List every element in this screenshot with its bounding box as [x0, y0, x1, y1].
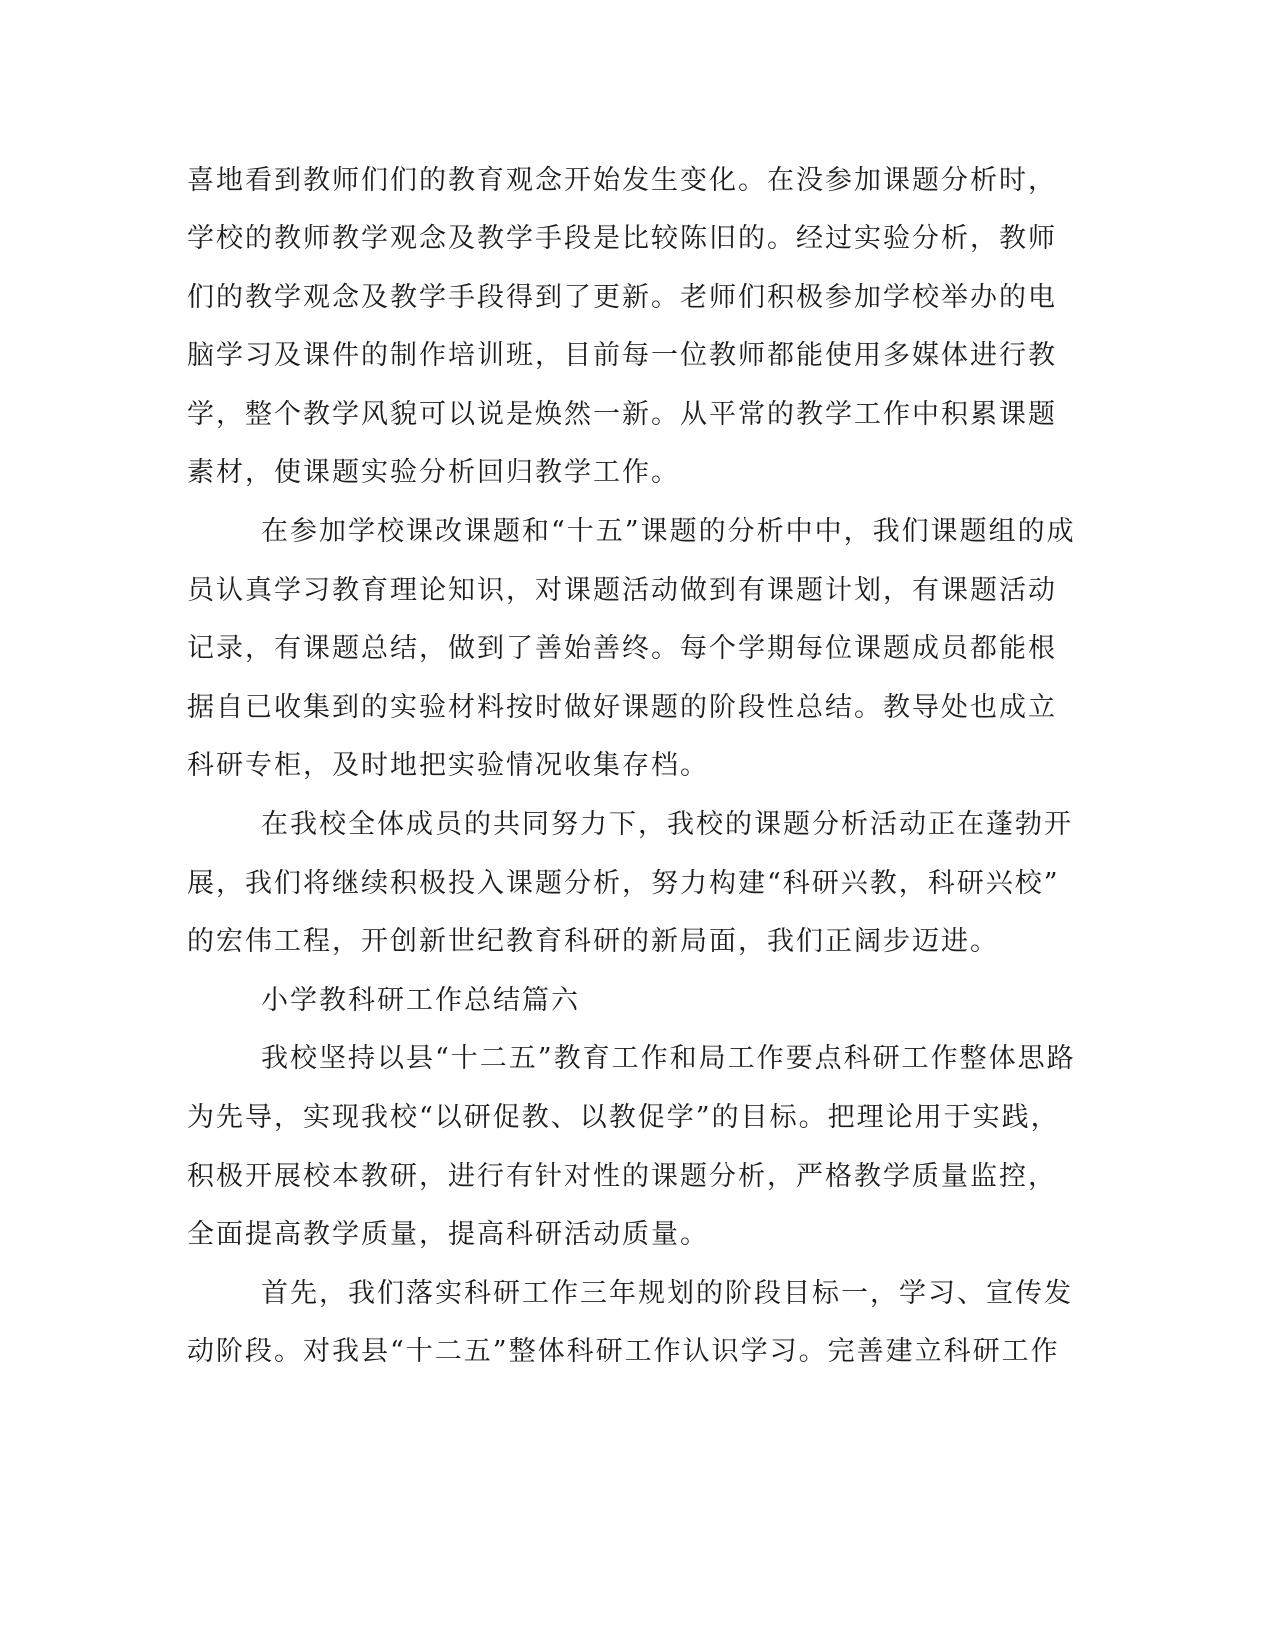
text-line: 科研专柜，及时地把实验情况收集存档。: [187, 750, 709, 781]
text-line: 据自已收集到的实验材料按时做好课题的阶段性总结。教导处也成立: [187, 692, 1057, 723]
text-line: 们的教学观念及教学手段得到了更新。老师们积极参加学校举办的电: [187, 282, 1057, 313]
text-line: 在我校全体成员的共同努力下，我校的课题分析活动正在蓬勃开: [261, 809, 1073, 840]
text-line: 学校的教师教学观念及教学手段是比较陈旧的。经过实验分析，教师: [187, 223, 1057, 254]
text-line: 喜地看到教师们们的教育观念开始发生变化。在没参加课题分析时，: [187, 165, 1057, 196]
text-line: 动阶段。对我县“十二五”整体科研工作认识学习。完善建立科研工作: [187, 1336, 1060, 1367]
text-line: 脑学习及课件的制作培训班，目前每一位教师都能使用多媒体进行教: [187, 340, 1057, 371]
text-line: 学，整个教学风貌可以说是焕然一新。从平常的教学工作中积累课题: [187, 399, 1057, 430]
text-line: 积极开展校本教研，进行有针对性的课题分析，严格教学质量监控，: [187, 1161, 1057, 1192]
section-heading: 小学教科研工作总结篇六: [261, 985, 580, 1016]
text-line: 在参加学校课改课题和“十五”课题的分析中中，我们课题组的成: [261, 516, 1076, 547]
text-line: 素材，使课题实验分析回归教学工作。: [187, 457, 680, 488]
text-line: 员认真学习教育理论知识，对课题活动做到有课题计划，有课题活动: [187, 575, 1057, 606]
text-line: 的宏伟工程，开创新世纪教育科研的新局面，我们正阔步迈进。: [187, 926, 999, 957]
text-line: 展，我们将继续积极投入课题分析，努力构建“科研兴教，科研兴校”: [187, 868, 1060, 899]
text-line: 首先，我们落实科研工作三年规划的阶段目标一，学习、宣传发: [261, 1278, 1073, 1309]
text-line: 为先导，实现我校“以研促教、以教促学”的目标。把理论用于实践，: [187, 1102, 1060, 1133]
text-line: 全面提高教学质量，提高科研活动质量。: [187, 1219, 709, 1250]
text-line: 我校坚持以县“十二五”教育工作和局工作要点科研工作整体思路: [261, 1043, 1076, 1074]
text-line: 记录，有课题总结，做到了善始善终。每个学期每位课题成员都能根: [187, 633, 1057, 664]
